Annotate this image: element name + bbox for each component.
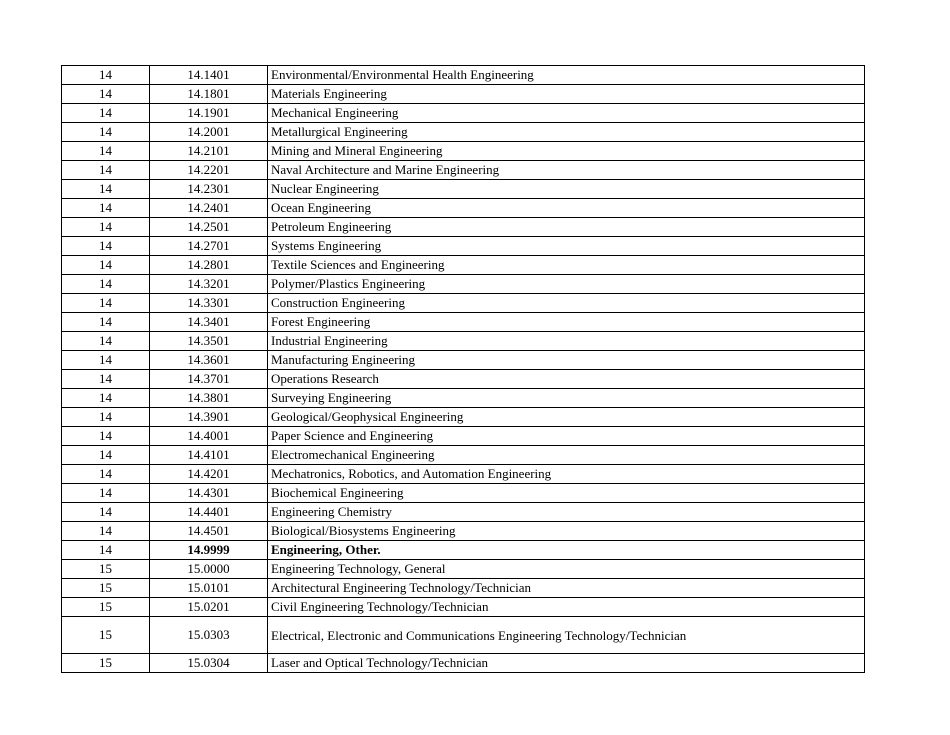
family-cell: 15 — [62, 617, 150, 654]
program-title-cell: Mechatronics, Robotics, and Automation Engineering — [268, 465, 865, 484]
family-cell: 15 — [62, 654, 150, 673]
cip-code-cell: 15.0304 — [150, 654, 268, 673]
family-cell: 14 — [62, 389, 150, 408]
table-row — [62, 256, 865, 275]
family-cell: 14 — [62, 294, 150, 313]
cip-code-cell: 14.3301 — [150, 294, 268, 313]
cip-code-cell: 15.0201 — [150, 598, 268, 617]
cip-code-cell: 14.2101 — [150, 142, 268, 161]
table-row — [62, 522, 865, 541]
cip-code-cell: 14.3801 — [150, 389, 268, 408]
program-title-cell: Mechanical Engineering — [268, 104, 865, 123]
cip-code-cell: 14.2001 — [150, 123, 268, 142]
family-cell: 14 — [62, 180, 150, 199]
cip-code-cell: 14.2501 — [150, 218, 268, 237]
family-cell: 14 — [62, 465, 150, 484]
program-title-cell: Civil Engineering Technology/Technician — [268, 598, 865, 617]
table-row — [62, 408, 865, 427]
program-title-cell: Nuclear Engineering — [268, 180, 865, 199]
table-row — [62, 161, 865, 180]
family-cell: 15 — [62, 579, 150, 598]
cip-code-cell: 14.2201 — [150, 161, 268, 180]
cip-code-cell: 14.2701 — [150, 237, 268, 256]
cip-code-cell: 14.3501 — [150, 332, 268, 351]
table-row — [62, 104, 865, 123]
program-title-cell: Polymer/Plastics Engineering — [268, 275, 865, 294]
program-title-cell: Electromechanical Engineering — [268, 446, 865, 465]
program-title-cell: Electrical, Electronic and Communications Engineering Technology/Technician — [268, 617, 865, 654]
table-row — [62, 123, 865, 142]
table-row — [62, 503, 865, 522]
cip-code-cell: 15.0000 — [150, 560, 268, 579]
cip-code-cell: 14.2401 — [150, 199, 268, 218]
family-cell: 15 — [62, 560, 150, 579]
table-row — [62, 484, 865, 503]
cip-code-cell: 14.4101 — [150, 446, 268, 465]
table-row — [62, 313, 865, 332]
cip-code-cell: 14.9999 — [150, 541, 268, 560]
cip-code-cell: 14.4501 — [150, 522, 268, 541]
program-title-cell: Construction Engineering — [268, 294, 865, 313]
family-cell: 14 — [62, 370, 150, 389]
program-title-cell: Engineering, Other. — [268, 541, 865, 560]
table-row — [62, 598, 865, 617]
family-cell: 14 — [62, 161, 150, 180]
table-row — [62, 446, 865, 465]
program-title-cell: Architectural Engineering Technology/Technician — [268, 579, 865, 598]
table-row — [62, 427, 865, 446]
table-row — [62, 332, 865, 351]
family-cell: 14 — [62, 123, 150, 142]
cip-table-body — [62, 66, 865, 673]
program-title-cell: Ocean Engineering — [268, 199, 865, 218]
table-row — [62, 66, 865, 85]
cip-code-cell: 14.4201 — [150, 465, 268, 484]
family-cell: 14 — [62, 237, 150, 256]
cip-code-cell: 14.2801 — [150, 256, 268, 275]
family-cell: 14 — [62, 332, 150, 351]
table-row — [62, 85, 865, 104]
program-title-cell: Surveying Engineering — [268, 389, 865, 408]
cip-code-table — [61, 65, 865, 673]
table-row — [62, 180, 865, 199]
cip-code-cell: 15.0303 — [150, 617, 268, 654]
table-row — [62, 142, 865, 161]
family-cell: 14 — [62, 66, 150, 85]
table-row — [62, 351, 865, 370]
table-row — [62, 617, 865, 654]
table-row — [62, 218, 865, 237]
program-title-cell: Biological/Biosystems Engineering — [268, 522, 865, 541]
program-title-cell: Naval Architecture and Marine Engineering — [268, 161, 865, 180]
family-cell: 14 — [62, 218, 150, 237]
program-title-cell: Paper Science and Engineering — [268, 427, 865, 446]
cip-code-cell: 14.4001 — [150, 427, 268, 446]
program-title-cell: Forest Engineering — [268, 313, 865, 332]
table-row — [62, 237, 865, 256]
cip-code-cell: 14.2301 — [150, 180, 268, 199]
program-title-cell: Petroleum Engineering — [268, 218, 865, 237]
program-title-cell: Mining and Mineral Engineering — [268, 142, 865, 161]
cip-code-cell: 14.1401 — [150, 66, 268, 85]
family-cell: 14 — [62, 104, 150, 123]
program-title-cell: Laser and Optical Technology/Technician — [268, 654, 865, 673]
table-row — [62, 465, 865, 484]
family-cell: 14 — [62, 446, 150, 465]
cip-code-cell: 14.1901 — [150, 104, 268, 123]
table-row — [62, 294, 865, 313]
table-row — [62, 560, 865, 579]
family-cell: 14 — [62, 522, 150, 541]
family-cell: 14 — [62, 85, 150, 104]
program-title-cell: Biochemical Engineering — [268, 484, 865, 503]
table-row — [62, 389, 865, 408]
family-cell: 14 — [62, 541, 150, 560]
family-cell: 14 — [62, 484, 150, 503]
family-cell: 14 — [62, 427, 150, 446]
cip-code-cell: 14.3701 — [150, 370, 268, 389]
program-title-cell: Operations Research — [268, 370, 865, 389]
family-cell: 14 — [62, 142, 150, 161]
program-title-cell: Geological/Geophysical Engineering — [268, 408, 865, 427]
family-cell: 14 — [62, 313, 150, 332]
program-title-cell: Metallurgical Engineering — [268, 123, 865, 142]
cip-code-cell: 14.3901 — [150, 408, 268, 427]
family-cell: 15 — [62, 598, 150, 617]
family-cell: 14 — [62, 351, 150, 370]
cip-code-cell: 14.4301 — [150, 484, 268, 503]
table-row — [62, 370, 865, 389]
cip-code-cell: 15.0101 — [150, 579, 268, 598]
cip-code-cell: 14.3401 — [150, 313, 268, 332]
table-row — [62, 654, 865, 673]
family-cell: 14 — [62, 275, 150, 294]
program-title-cell: Textile Sciences and Engineering — [268, 256, 865, 275]
family-cell: 14 — [62, 256, 150, 275]
program-title-cell: Industrial Engineering — [268, 332, 865, 351]
cip-code-cell: 14.3601 — [150, 351, 268, 370]
table-row — [62, 199, 865, 218]
table-row — [62, 275, 865, 294]
table-row — [62, 579, 865, 598]
cip-code-cell: 14.4401 — [150, 503, 268, 522]
program-title-cell: Engineering Technology, General — [268, 560, 865, 579]
program-title-cell: Systems Engineering — [268, 237, 865, 256]
program-title-cell: Manufacturing Engineering — [268, 351, 865, 370]
cip-code-cell: 14.1801 — [150, 85, 268, 104]
table-row — [62, 541, 865, 560]
family-cell: 14 — [62, 408, 150, 427]
family-cell: 14 — [62, 503, 150, 522]
family-cell: 14 — [62, 199, 150, 218]
cip-code-cell: 14.3201 — [150, 275, 268, 294]
program-title-cell: Engineering Chemistry — [268, 503, 865, 522]
program-title-cell: Environmental/Environmental Health Engineering — [268, 66, 865, 85]
program-title-cell: Materials Engineering — [268, 85, 865, 104]
